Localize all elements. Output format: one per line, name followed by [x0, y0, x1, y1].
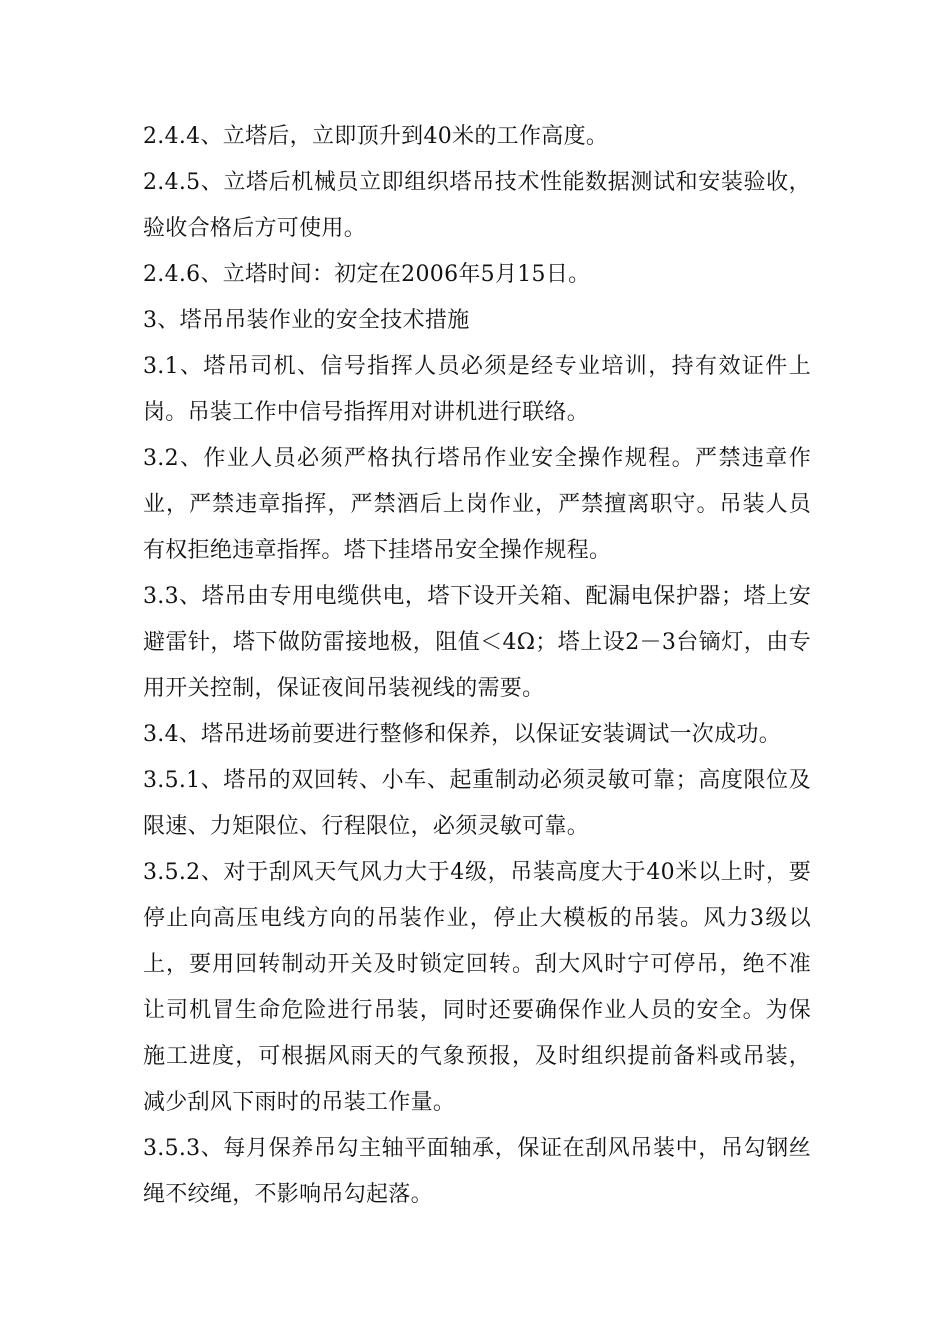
paragraph-3-5-1: 3.5.1、塔吊的双回转、小车、起重制动必须灵敏可靠；高度限位及限速、力矩限位、行程限位，必须灵敏可靠。 — [143, 768, 811, 839]
paragraph-2-4-5: 2.4.5、立塔后机械员立即组织塔吊技术性能数据测试和安装验收，验收合格后方可使用。 — [143, 170, 811, 241]
section-heading-3: 3、塔吊吊装作业的安全技术措施 — [143, 308, 470, 333]
paragraph-2-4-4: 2.4.4、立塔后，立即顶升到40米的工作高度。 — [143, 124, 609, 149]
paragraph-3-4: 3.4、塔吊进场前要进行整修和保养，以保证安装调试一次成功。 — [143, 722, 781, 747]
paragraph-2-4-6: 2.4.6、立塔时间：初定在2006年5月15日。 — [143, 262, 591, 287]
paragraph-3-5-2: 3.5.2、对于刮风天气风力大于4级，吊装高度大于40米以上时，要停止向高压电线方向的吊装作业，停止大模板的吊装。风力3级以上，要用回转制动开关及时锁定回转。刮大风时宁可停吊，绝不准让司机冒生命危险进行吊装，同时还要确保作业人员的安全。为保施工进度，可根据风雨天的气象预报，及时组织提前备料或吊装，减少刮风下雨时的吊装工作量。 — [143, 860, 811, 1115]
paragraph-3-1: 3.1、塔吊司机、信号指挥人员必须是经专业培训，持有效证件上岗。吊装工作中信号指挥用对讲机进行联络。 — [143, 354, 811, 425]
document-body — [143, 114, 811, 1218]
paragraph-3-5-3: 3.5.3、每月保养吊勾主轴平面轴承，保证在刮风吊装中，吊勾钢丝绳不绞绳，不影响吊勾起落。 — [143, 1136, 811, 1207]
paragraph-3-3: 3.3、塔吊由专用电缆供电，塔下设开关箱、配漏电保护器；塔上安避雷针，塔下做防雷接地极，阻值＜4Ω；塔上设2－3台镝灯，由专用开关控制，保证夜间吊装视线的需要。 — [143, 584, 811, 701]
paragraph-3-2: 3.2、作业人员必须严格执行塔吊作业安全操作规程。严禁违章作业，严禁违章指挥，严禁酒后上岗作业，严禁擅离职守。吊装人员有权拒绝违章指挥。塔下挂塔吊安全操作规程。 — [143, 446, 811, 563]
